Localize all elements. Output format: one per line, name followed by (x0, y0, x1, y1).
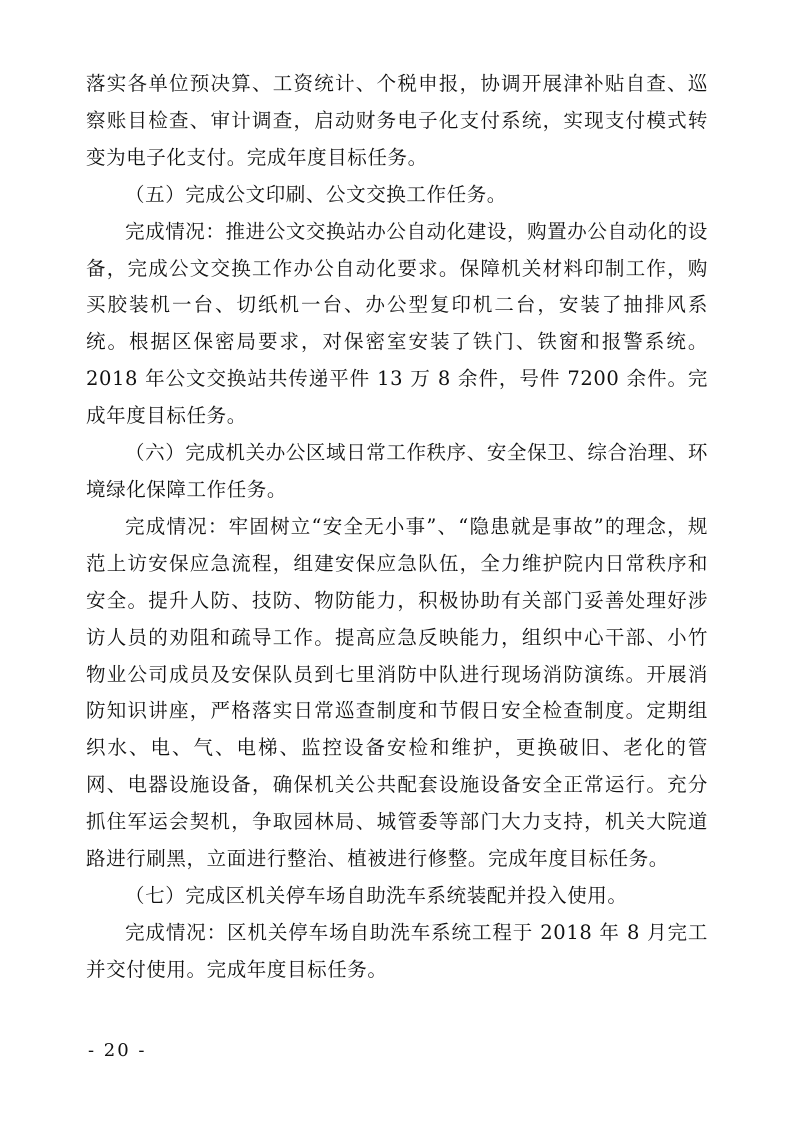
paragraph-section-5-status: 完成情况：推进公文交换站办公自动化建设，购置办公自动化的设备，完成公文交换工作办公自动化要求。保障机关材料印制工作，购买胶装机一台、切纸机一台、办公型复印机二台，安装了抽排风系统。根据区保密局要求，对保密室安装了铁门、铁窗和报警系统。2018 年公文交换站共传递平件 13 万 8 余件，号件 7200 余件。完成年度目标任务。 (86, 219, 708, 428)
paragraph-finance-continuation: 落实各单位预决算、工资统计、个税申报，协调开展津补贴自查、巡察账目检查、审计调查，启动财务电子化支付系统，实现支付模式转变为电子化支付。完成年度目标任务。 (86, 72, 708, 169)
document-body (86, 66, 708, 989)
paragraph-section-6-status: 完成情况：牢固树立“安全无小事”、“隐患就是事故”的理念，规范上访安保应急流程，组建安保应急队伍，全力维护院内日常秩序和安全。提升人防、技防、物防能力，积极协助有关部门妥善处理好涉访人员的劝阻和疏导工作。提高应急反映能力，组织中心干部、小竹物业公司成员及安保队员到七里消防中队进行现场消防演练。开展消防知识讲座，严格落实日常巡查制度和节假日安全检查制度。定期组织水、电、气、电梯、监控设备安检和维护，更换破旧、老化的管网、电器设施设备，确保机关公共配套设施设备安全正常运行。充分抓住军运会契机，争取园林局、城管委等部门大力支持，机关大院道路进行刷黑，立面进行整治、植被进行修整。完成年度目标任务。 (86, 514, 708, 871)
paragraph-section-7-status: 完成情况：区机关停车场自助洗车系统工程于 2018 年 8 月完工并交付使用。完成年度目标任务。 (86, 920, 708, 981)
section-heading-5: （五）完成公文印刷、公文交换工作任务。 (125, 182, 507, 206)
section-heading-6: （六）完成机关办公区域日常工作秩序、安全保卫、综合治理、环境绿化保障工作任务。 (86, 441, 708, 501)
section-heading-7: （七）完成区机关停车场自助洗车系统装配并投入使用。 (125, 883, 628, 907)
page-number: - 20 - (88, 1040, 147, 1061)
